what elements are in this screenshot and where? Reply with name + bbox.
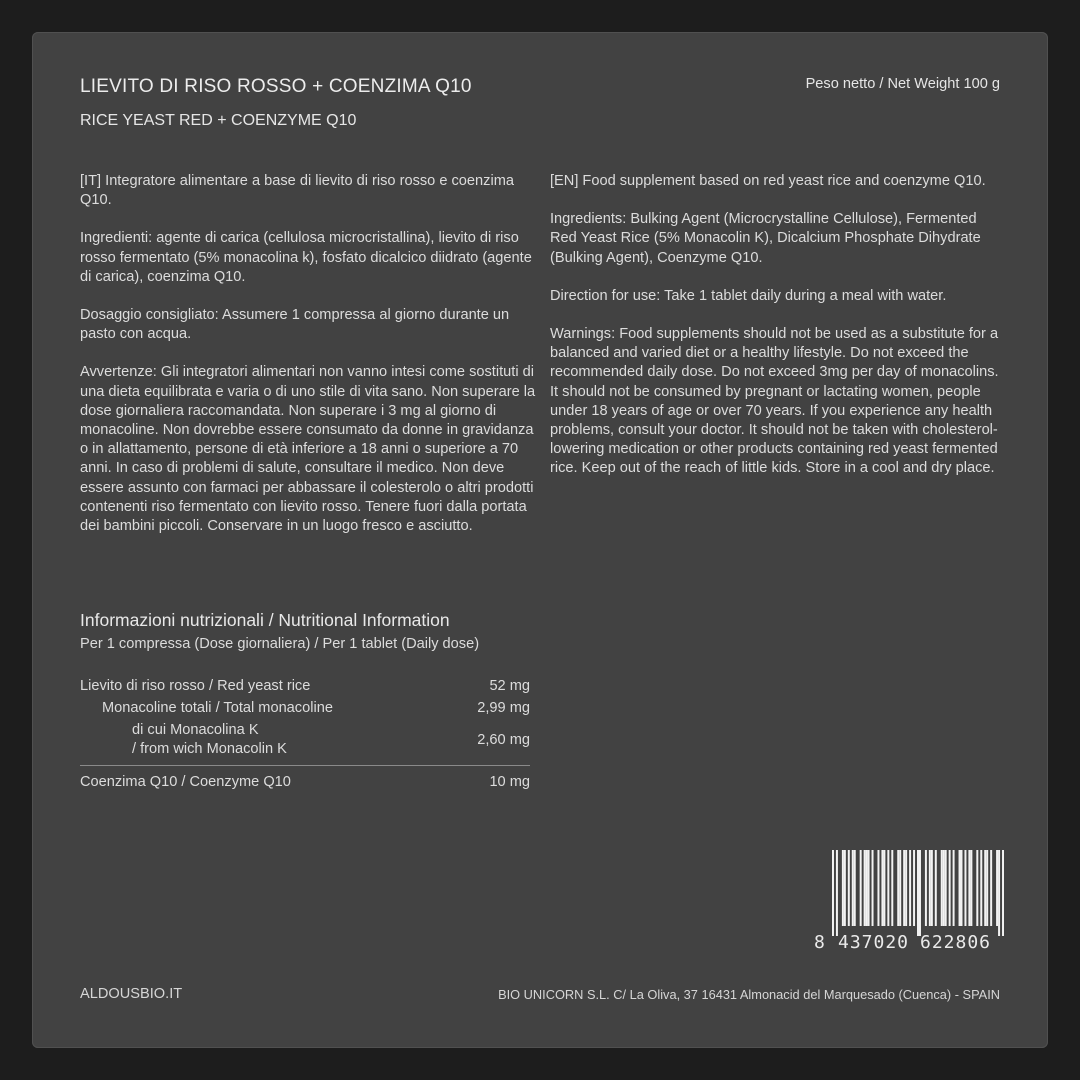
barcode (814, 850, 1004, 960)
barcode-bar (986, 850, 988, 926)
barcode-bar (990, 850, 992, 926)
barcode-bar (897, 850, 899, 926)
barcode-bar (899, 850, 901, 926)
barcode-bar (945, 850, 947, 926)
nutrition-row-label: Monacoline totali / Total monacoline (102, 700, 333, 716)
barcode-bar (913, 850, 915, 926)
english-text-column (550, 172, 1006, 498)
italian-text-column (80, 172, 536, 555)
nutrition-row (80, 677, 530, 697)
barcode-bar (872, 850, 874, 926)
italian-dosage: Dosaggio consigliato: Assumere 1 compressa al giorno durante un pasto con acqua. (80, 307, 510, 343)
barcode-bar (996, 850, 998, 926)
barcode-bar (836, 850, 838, 936)
barcode-bar (998, 850, 1000, 936)
barcode-bar (925, 850, 927, 926)
barcode-bar (860, 850, 862, 926)
nutrition-row-label: Coenzima Q10 / Coenzyme Q10 (80, 774, 291, 790)
nutrition-row (80, 721, 530, 761)
nutrition-divider (80, 765, 530, 766)
barcode-bar (980, 850, 982, 926)
barcode-bar (943, 850, 945, 926)
barcode-bars (832, 850, 1004, 936)
barcode-bar (961, 850, 963, 926)
barcode-bar (877, 850, 879, 926)
label-panel (32, 32, 1048, 1048)
nutrition-subtitle: Per 1 compressa (Dose giornaliera) / Per 1 tablet (Daily dose) (80, 636, 480, 652)
barcode-bar (959, 850, 961, 926)
nutrition-title: Informazioni nutrizionali / Nutritional Information (80, 610, 450, 630)
italian-warnings: Avvertenze: Gli integratori alimentari non vanno intesi come sostituti di una dieta equilibrata e varia o di uno stile di vita sano. Non superare la dose giornaliera raccomandata. Non superare i 3 mg al giorno di monacoline. Non dovrebbe essere consumato da donne in gravidanza o in allattamento, persone di età inferiore a 18 anni o superiore a 70 anni. In caso di problemi di salute, consultare il medico. Non deve essere assunto con farmaci per abbassare il colesterolo o altri prodotti contenenti riso fermentato con lievito rosso. Tenere fuori dalla portata dei bambini piccoli. Conservare in un luogo fresco e asciutto. (80, 364, 536, 535)
barcode-bar (917, 850, 919, 936)
barcode-bar (866, 850, 868, 926)
barcode-bar (832, 850, 834, 936)
english-ingredients: Ingredients: Bulking Agent (Microcrystalline Cellulose), Fermented Red Yeast Rice (5% Monacolin K), Dicalcium Phosphate Dihydrate (Bulking Agent), Coenzyme Q10. (550, 211, 981, 266)
nutrition-row (80, 773, 530, 793)
barcode-bar (909, 850, 911, 926)
english-warnings: Warnings: Food supplements should not be used as a substitute for a balanced and varied diet or a healthy lifestyle. Do not exceed the recommended daily dose. Do not exceed 3mg per day of monacolins. It should not be consumed by pregnant or lactating women, people under 18 years of age or over 70 years. If you experience any health problems, consult your doctor. It should not be taken with cholesterol-lowering medication or other products containing red yeast fermented rice. Keep out of the reach of little kids. Store in a cool and dry place. (550, 326, 999, 477)
barcode-bar (931, 850, 933, 926)
nutrition-row-value: 2,60 mg (477, 732, 530, 748)
barcode-bar (984, 850, 986, 926)
barcode-bar (929, 850, 931, 926)
barcode-bar (903, 850, 905, 926)
title-italian: LIEVITO DI RISO ROSSO + COENZIMA Q10 (80, 76, 472, 97)
nutrition-row-label: Lievito di riso rosso / Red yeast rice (80, 678, 311, 694)
nutrition-row (80, 699, 530, 719)
barcode-bar (976, 850, 978, 926)
title-english: RICE YEAST RED + COENZYME Q10 (80, 112, 357, 129)
nutrition-row-value: 10 mg (489, 774, 530, 790)
barcode-bar (864, 850, 866, 926)
barcode-bar (919, 850, 921, 936)
barcode-group-right: 622806 (920, 932, 992, 953)
barcode-bar (905, 850, 907, 926)
english-intro: [EN] Food supplement based on red yeast rice and coenzyme Q10. (550, 173, 986, 189)
barcode-bar (941, 850, 943, 926)
nutrition-row-value: 52 mg (489, 678, 530, 694)
nutrition-row-label-line1: di cui Monacolina K (132, 722, 259, 738)
english-dosage: Direction for use: Take 1 tablet daily during a meal with water. (550, 287, 947, 304)
barcode-bar (964, 850, 966, 926)
barcode-bar (868, 850, 870, 926)
barcode-first-digit: 8 (814, 932, 826, 953)
barcode-bar (891, 850, 893, 926)
italian-intro: [IT] Integratore alimentare a base di lievito di riso rosso e coenzima Q10. (80, 173, 514, 209)
barcode-bar (848, 850, 850, 926)
barcode-group-left: 437020 (838, 932, 910, 953)
barcode-bar (935, 850, 937, 926)
barcode-bar (887, 850, 889, 926)
barcode-bar (970, 850, 972, 926)
nutrition-row-label-line2: / from wich Monacolin K (132, 741, 287, 757)
barcode-bar (883, 850, 885, 926)
net-weight: Peso netto / Net Weight 100 g (805, 76, 1000, 92)
nutrition-row-value: 2,99 mg (477, 700, 530, 716)
barcode-bar (949, 850, 951, 926)
website-link[interactable]: ALDOUSBIO.IT (80, 986, 183, 1002)
barcode-bar (953, 850, 955, 926)
barcode-bar (842, 850, 844, 926)
barcode-bar (852, 850, 854, 926)
barcode-bar (968, 850, 970, 926)
barcode-bar (1002, 850, 1004, 936)
barcode-bar (854, 850, 856, 926)
company-address: BIO UNICORN S.L. C/ La Oliva, 37 16431 Almonacid del Marquesado (Cuenca) - SPAIN (498, 987, 1000, 1002)
barcode-bar (881, 850, 883, 926)
italian-ingredients: Ingredienti: agente di carica (cellulosa microcristallina), lievito di riso rosso fermentato (5% monacolina k), fosfato dicalcico diidrato (agente di carica), coenzima Q10. (80, 230, 532, 285)
nutrition-section (80, 610, 532, 810)
barcode-bar (844, 850, 846, 926)
